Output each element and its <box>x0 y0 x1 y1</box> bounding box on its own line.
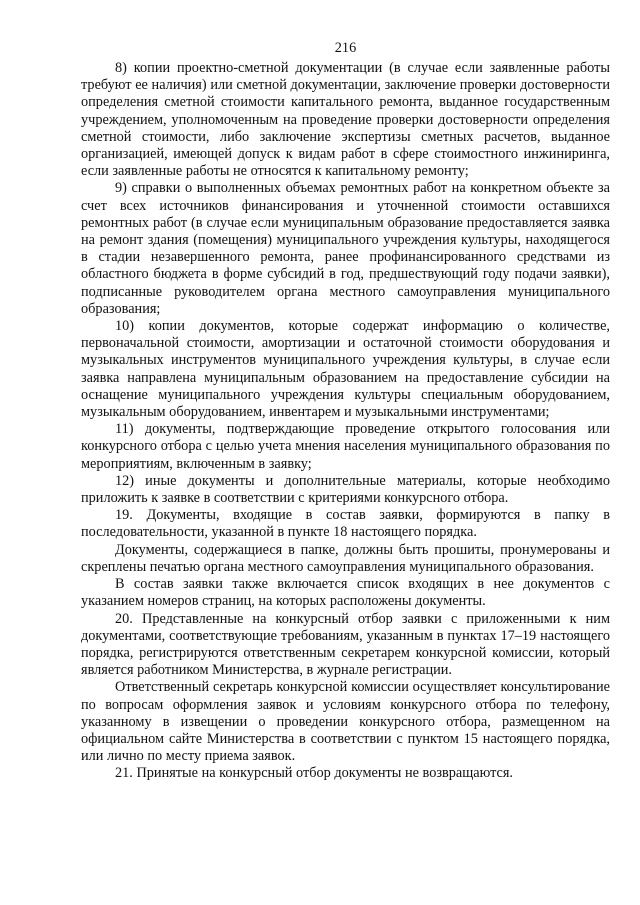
paragraph-item-9: 9) справки о выполненных объемах ремонтных работ на конкретном объекте за счет всех источников финансирования и уточненной стоимости оставшихся ремонтных работ (в случае если муниципальным образование предоставляется заявка на ремонт здания (помещения) муниципального учреждения культуры, находящегося в стадии незавершенного ремонта, ранее профинансированного средствами из областного бюджета в форме субсидий в год, предшествующий году подачи заявки), подписанные руководителем органа местного самоуправления муниципального образования; <box>81 180 610 317</box>
paragraph-item-12: 12) иные документы и дополнительные материалы, которые необходимо приложить к заявке в соответствии с критериями конкурсного отбора. <box>81 472 610 507</box>
paragraph-section-21: 21. Принятые на конкурсный отбор документы не возвращаются. <box>115 765 514 782</box>
paragraph-binding-requirements: Документы, содержащиеся в папке, должны быть прошиты, пронумерованы и скреплены печатью органа местного самоуправления муниципального образования. <box>81 541 610 575</box>
paragraph-document-list: В состав заявки также включается список входящих в нее документов с указанием номеров страниц, на которых расположены документы. <box>81 576 610 610</box>
paragraph-section-19: 19. Документы, входящие в состав заявки, формируются в папку в последовательности, указанной в пункте 18 настоящего порядка. <box>81 507 610 541</box>
page-number: 216 <box>334 40 357 56</box>
document-body <box>81 60 610 783</box>
paragraph-item-10: 10) копии документов, которые содержат информацию о количестве, первоначальной стоимости, амортизации и остаточной стоимости оборудования и музыкальных инструментов муниципального учреждения культуры, в случае если заявка направлена муниципальным образованием на предоставление субсидии на оснащение муниципального учреждения культуры специальным оборудованием, музыкальным оборудованием, инвентарем и музыкальными инструментами; <box>81 318 610 421</box>
paragraph-section-20: 20. Представленные на конкурсный отбор заявки с приложенными к ним документами, соответствующие требованиям, указанным в пунктах 17–19 настоящего порядка, регистрируются ответственным секретарем конкурсной комиссии, который является работником Министерства, в журнале регистрации. <box>81 610 610 679</box>
paragraph-secretary-consulting: Ответственный секретарь конкурсной комиссии осуществляет консультирование по вопросам оформления заявок и условиям конкурсного отбора по телефону, указанному в извещении о проведении конкурсного отбора, размещенном на официальном сайте Министерства в соответствии с пунктом 15 настоящего порядка, или лично по месту приема заявок. <box>81 679 610 765</box>
paragraph-item-11: 11) документы, подтверждающие проведение открытого голосования или конкурсного отбора с целью учета мнения населения муниципального образования по мероприятиям, включенным в заявку; <box>81 421 610 472</box>
paragraph-item-8: 8) копии проектно-сметной документации (в случае если заявленные работы требуют ее наличия) или сметной документации, заключение проверки достоверности определения сметной стоимости капитального ремонта, выданное государственным учреждением, уполномоченным на проведение проверки достоверности определения сметной стоимости, либо заключение экспертизы сметных расчетов, выданное организацией, имеющей допуск к видам работ в сфере стоимостного инжиниринга, если заявленные работы не относятся к капитальному ремонту; <box>81 60 610 180</box>
